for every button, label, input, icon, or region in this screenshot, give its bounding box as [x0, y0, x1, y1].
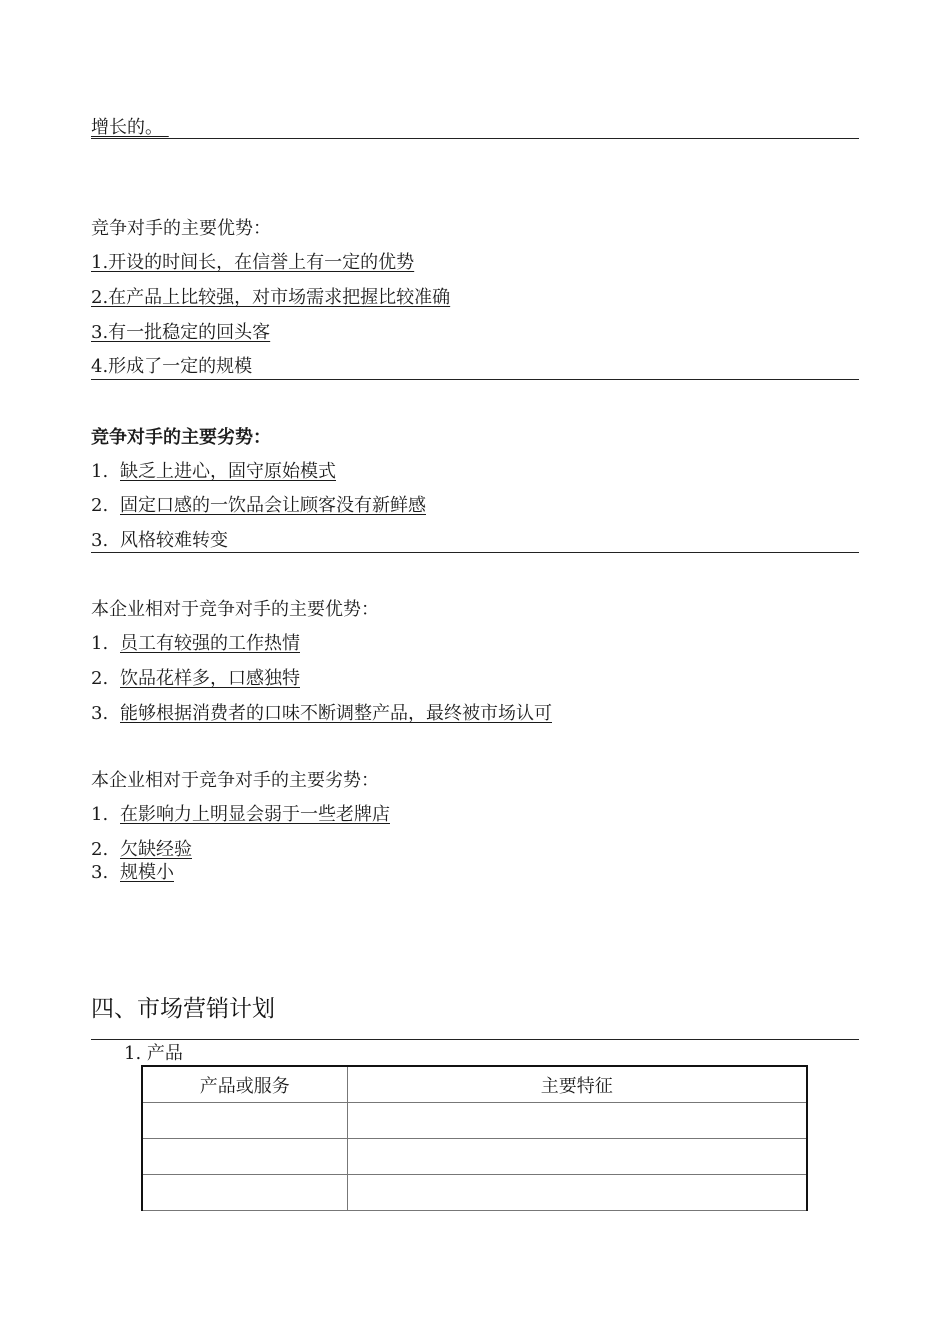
our-weaknesses-heading: 本企业相对于竞争对手的主要劣势： — [91, 770, 379, 791]
item-text: 饮品花样多，口感独特 — [120, 668, 300, 689]
item-text: 风格较难转变 — [120, 530, 228, 551]
intro-trailing-space — [163, 117, 169, 138]
table-header-row — [142, 1066, 807, 1103]
table-cell[interactable] — [347, 1103, 807, 1139]
competitor-strength-item: 3.有一批稳定的回头客 — [91, 322, 271, 343]
intro-text-content: 增长的。 — [91, 117, 163, 138]
item-text: 在影响力上明显会弱于一些老牌店 — [120, 804, 390, 825]
our-strengths-heading: 本企业相对于竞争对手的主要优势： — [91, 599, 379, 620]
competitor-weaknesses-heading: 竞争对手的主要劣势： — [91, 427, 271, 448]
table-cell[interactable] — [347, 1139, 807, 1175]
divider — [91, 138, 859, 139]
item-number: 2. — [91, 668, 109, 689]
our-weakness-item — [91, 804, 390, 826]
table-cell[interactable] — [347, 1175, 807, 1211]
item-number: 1. — [91, 804, 109, 825]
product-subheading: 1. 产品 — [124, 1043, 183, 1064]
item-number: 3. — [91, 530, 109, 551]
item-text: 欠缺经验 — [120, 839, 192, 860]
item-text: 缺乏上进心，固守原始模式 — [120, 461, 336, 482]
our-strength-item — [91, 633, 300, 655]
our-strength-item — [91, 703, 552, 725]
item-number: 3. — [91, 862, 109, 883]
table-cell[interactable] — [142, 1103, 347, 1139]
item-number: 1. — [91, 633, 109, 654]
section-title: 四、市场营销计划 — [91, 996, 275, 1022]
item-text: 规模小 — [120, 862, 174, 883]
our-weakness-item — [91, 862, 174, 884]
item-number: 3. — [91, 703, 109, 724]
item-number: 1. — [91, 461, 109, 482]
competitor-weakness-item — [91, 461, 336, 483]
item-text: 员工有较强的工作热情 — [120, 633, 300, 654]
divider — [91, 379, 859, 380]
item-text: 能够根据消费者的口味不断调整产品，最终被市场认可 — [120, 703, 552, 724]
table-row — [142, 1139, 807, 1175]
table-cell[interactable] — [142, 1175, 347, 1211]
competitor-strengths-heading: 竞争对手的主要优势： — [91, 218, 271, 239]
column-header-features: 主要特征 — [347, 1066, 807, 1103]
competitor-strength-item: 4.形成了一定的规模 — [91, 356, 253, 377]
item-number: 2. — [91, 495, 109, 516]
divider — [91, 552, 859, 553]
competitor-weakness-item — [91, 495, 426, 517]
item-text: 固定口感的一饮品会让顾客没有新鲜感 — [120, 495, 426, 516]
table-row — [142, 1103, 807, 1139]
our-weakness-item — [91, 839, 192, 861]
divider — [91, 1039, 859, 1040]
competitor-weakness-item — [91, 530, 228, 552]
item-number: 2. — [91, 839, 109, 860]
column-header-product: 产品或服务 — [142, 1066, 347, 1103]
product-table — [141, 1065, 808, 1211]
table-row — [142, 1175, 807, 1211]
our-strength-item — [91, 668, 300, 690]
competitor-strength-item: 1.开设的时间长，在信誉上有一定的优势 — [91, 252, 415, 273]
intro-text — [91, 117, 169, 139]
competitor-strength-item: 2.在产品上比较强，对市场需求把握比较准确 — [91, 287, 451, 308]
table-cell[interactable] — [142, 1139, 347, 1175]
